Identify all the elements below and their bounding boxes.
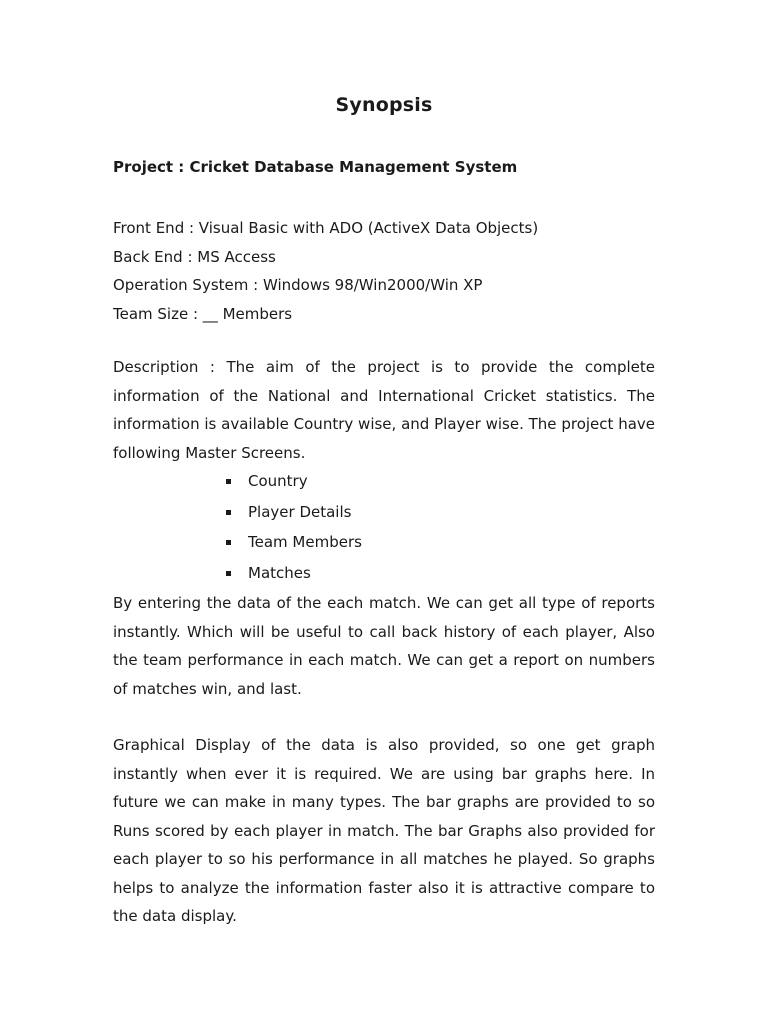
list-item-label: Matches — [248, 563, 311, 582]
list-item — [248, 527, 362, 558]
description-paragraph: Description : The aim of the project is to provide the complete information of the National and International Cricket statistics. The information is available Country wise, and Player wise. The project have following Master Screens. — [113, 358, 655, 462]
list-item-label: Country — [248, 472, 308, 490]
master-screens-list — [248, 466, 362, 588]
graphs-paragraph: Graphical Display of the data is also provided, so one get graph instantly when ever it is required. We are using bar graphs here. In future we can make in many types. The bar graphs are provided to so Runs scored by each player in match. The bar Graphs also provided for each player to so his performance in all matches he played. So graphs helps to analyze the information faster also it is attractive compare to the data display. — [113, 736, 655, 925]
list-item-label: Player Details — [248, 502, 352, 521]
bullet-icon — [226, 510, 231, 515]
bullet-icon — [226, 571, 231, 576]
list-item — [248, 466, 362, 497]
spec-list — [113, 214, 538, 328]
spec-team-size: Team Size : __ Members — [113, 304, 293, 323]
list-item — [248, 558, 362, 589]
project-line: Project : Cricket Database Management System — [113, 158, 518, 176]
document-title: Synopsis — [335, 94, 433, 116]
bullet-icon — [226, 479, 231, 484]
list-item — [248, 497, 362, 528]
list-item-label: Team Members — [248, 533, 362, 551]
spec-front-end: Front End : Visual Basic with ADO (ActiveX Data Objects) — [113, 219, 539, 237]
reports-paragraph: By entering the data of the each match. We can get all type of reports instantly. Which will be useful to call back history of each player, Also the team performance in each match. We can get a report on numbers of matches win, and last. — [113, 594, 655, 698]
spec-back-end: Back End : MS Access — [113, 247, 276, 266]
bullet-icon — [226, 540, 231, 545]
spec-operating-system: Operation System : Windows 98/Win2000/Win XP — [113, 276, 483, 294]
